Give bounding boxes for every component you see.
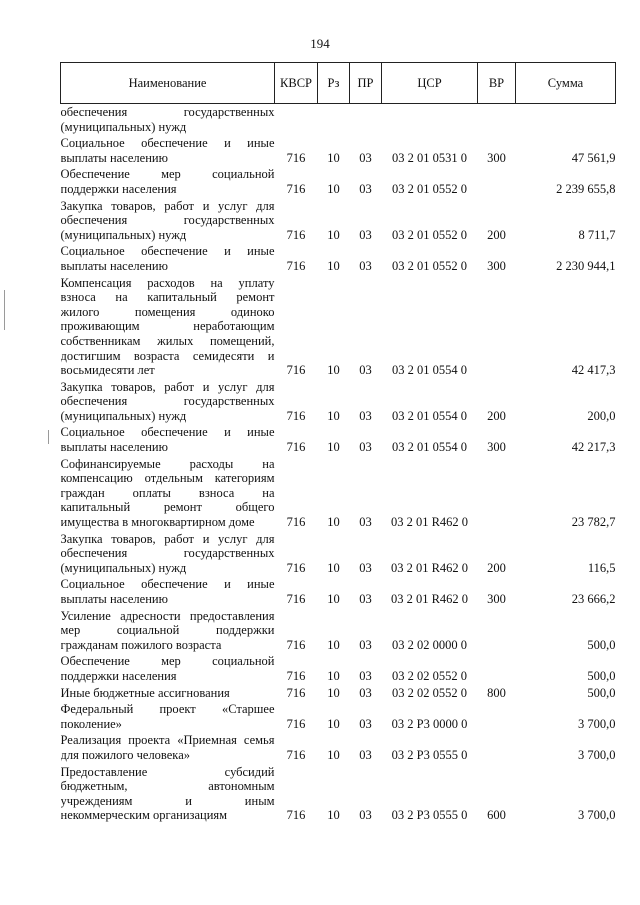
row-name [61, 653, 275, 684]
row-csr: 03 2 01 0552 0 [392, 258, 467, 273]
row-csr: 03 2 02 0000 0 [392, 637, 467, 652]
row-sum: 2 230 944,1 [556, 258, 616, 273]
row-csr: 03 2 P3 0555 0 [391, 747, 468, 762]
row-name-line: Социальное обеспечение и иные [60, 136, 275, 151]
row-name-line: Реализация проекта «Приемная семья [60, 733, 275, 748]
row-kvsr: 716 [286, 227, 306, 242]
row-kvsr: 716 [286, 560, 306, 575]
row-rz: 10 [327, 560, 340, 575]
row-kvsr: 716 [286, 592, 306, 606]
row-pr: 03 [359, 408, 372, 423]
table-row [61, 275, 616, 379]
row-csr: 03 2 02 0552 0 [392, 668, 467, 683]
row-name-line: гражданам пожилого возраста [60, 637, 222, 652]
row-name-line: (муниципальных) нужд [60, 227, 187, 242]
row-sum: 500,0 [587, 668, 616, 683]
row-vr [478, 732, 516, 763]
row-sum: 42 417,3 [571, 363, 616, 378]
table-row [61, 166, 616, 197]
row-name-line: проживающим неработающим [60, 319, 275, 334]
row-name-line: бюджетным, автономным [60, 779, 275, 794]
row-name [61, 732, 275, 763]
row-vr: 300 [487, 258, 506, 273]
row-name-line: Федеральный проект «Старшее [60, 702, 275, 717]
row-vr [478, 456, 516, 531]
table-row [61, 608, 616, 654]
table-row [61, 685, 616, 702]
row-sum: 8 711,7 [578, 227, 616, 242]
row-pr: 03 [359, 150, 372, 165]
row-csr: 03 2 P3 0000 0 [391, 716, 468, 731]
row-pr: 03 [359, 637, 372, 652]
row-sum: 23 666,2 [571, 592, 616, 606]
row-name-line: Социальное обеспечение и иные [60, 577, 275, 592]
table-row [61, 531, 616, 577]
row-csr: 03 2 01 R462 0 [390, 592, 469, 606]
row-rz: 10 [327, 668, 340, 683]
header-kvsr: КВСР [275, 63, 318, 104]
row-csr: 03 2 02 0552 0 [392, 685, 467, 700]
table-row [61, 732, 616, 763]
row-pr: 03 [359, 808, 372, 823]
row-name [61, 456, 275, 531]
row-sum: 200,0 [587, 408, 616, 423]
row-vr: 600 [487, 808, 506, 823]
row-name-line: компенсацию отдельным категориям [60, 471, 275, 486]
row-name-line: (муниципальных) нужд [60, 560, 187, 575]
table-row [61, 198, 616, 244]
row-vr [478, 166, 516, 197]
row-csr: 03 2 01 0552 0 [392, 227, 467, 242]
row-name-line: Закупка товаров, работ и услуг для [60, 379, 275, 394]
page-number: 194 [310, 36, 330, 51]
row-name-line: обеспечения государственных [60, 394, 275, 409]
row-name-line: выплаты населению [60, 592, 168, 606]
header-rz: Рз [318, 63, 350, 104]
row-sum: 500,0 [587, 685, 616, 700]
row-vr [478, 104, 516, 136]
row-name-line: Компенсация расходов на уплату [60, 275, 275, 290]
row-name-line: (муниципальных) нужд [60, 119, 187, 134]
row-name-line: достигшим возраста семидесяти и [60, 348, 275, 363]
row-kvsr: 716 [286, 408, 306, 423]
row-rz: 10 [327, 227, 340, 242]
row-rz [318, 104, 350, 136]
row-rz: 10 [327, 440, 340, 455]
row-name [61, 135, 275, 166]
row-kvsr [275, 104, 318, 136]
table-row [61, 764, 616, 824]
row-pr: 03 [359, 440, 372, 455]
header-sum: Сумма [516, 63, 616, 104]
row-kvsr: 716 [286, 637, 306, 652]
row-kvsr: 716 [286, 685, 306, 700]
row-rz: 10 [327, 363, 340, 378]
scan-mark-left [4, 290, 5, 330]
row-name [61, 104, 275, 136]
header-vr: ВР [478, 63, 516, 104]
row-sum: 3 700,0 [578, 808, 616, 823]
row-pr: 03 [359, 716, 372, 731]
row-vr [478, 701, 516, 732]
row-csr: 03 2 01 0531 0 [392, 150, 467, 165]
row-vr: 200 [487, 408, 506, 423]
header-csr: ЦСР [382, 63, 478, 104]
table-row [61, 379, 616, 425]
header-name: Наименование [61, 63, 275, 104]
row-pr: 03 [359, 560, 372, 575]
row-pr: 03 [359, 258, 372, 273]
row-pr: 03 [359, 747, 372, 762]
row-name-line: поддержки населения [60, 181, 177, 196]
row-sum: 500,0 [587, 637, 616, 652]
row-name-line: для пожилого человека» [60, 747, 190, 762]
row-name-line: Предоставление субсидий [60, 764, 275, 779]
row-sum: 23 782,7 [571, 515, 616, 530]
row-name-line: обеспечения государственных [60, 105, 275, 119]
row-name-line: Закупка товаров, работ и услуг для [60, 198, 275, 213]
row-kvsr: 716 [286, 808, 306, 823]
row-kvsr: 716 [286, 716, 306, 731]
row-sum: 3 700,0 [578, 747, 616, 762]
row-kvsr: 716 [286, 363, 306, 378]
table-header-row [61, 63, 616, 104]
table-row [61, 456, 616, 531]
row-name [61, 608, 275, 654]
row-name-line: (муниципальных) нужд [60, 408, 187, 423]
row-name-line: капитальный ремонт общего [60, 500, 275, 515]
row-kvsr: 716 [286, 150, 306, 165]
table-row [61, 576, 616, 607]
table-row [61, 653, 616, 684]
row-kvsr: 716 [286, 181, 306, 196]
row-name-line: выплаты населению [60, 258, 168, 273]
row-rz: 10 [327, 181, 340, 196]
row-vr: 300 [487, 592, 506, 606]
row-kvsr: 716 [286, 668, 306, 683]
row-name [61, 198, 275, 244]
row-pr: 03 [359, 592, 372, 606]
row-sum: 42 217,3 [571, 440, 616, 455]
row-name [61, 424, 275, 455]
header-pr: ПР [350, 63, 382, 104]
row-name-line: Усиление адресности предоставления [60, 608, 275, 623]
row-csr: 03 2 01 R462 0 [390, 515, 469, 530]
row-sum: 116,5 [587, 560, 616, 575]
row-name [61, 685, 275, 702]
row-csr [382, 104, 478, 136]
row-pr: 03 [359, 227, 372, 242]
row-vr [478, 275, 516, 379]
row-sum: 2 239 655,8 [556, 181, 616, 196]
table-row [61, 104, 616, 136]
row-name [61, 166, 275, 197]
row-csr: 03 2 P3 0555 0 [391, 808, 468, 823]
row-csr: 03 2 01 0554 0 [392, 363, 467, 378]
row-name-line: взноса на капитальный ремонт [60, 290, 275, 305]
row-name [61, 275, 275, 379]
row-name-line: Социальное обеспечение и иные [60, 425, 275, 440]
row-pr: 03 [359, 181, 372, 196]
table-row [61, 424, 616, 455]
row-vr: 200 [487, 560, 506, 575]
row-rz: 10 [327, 637, 340, 652]
row-name-line: восьмидесяти лет [60, 363, 155, 378]
row-rz: 10 [327, 685, 340, 700]
row-sum: 3 700,0 [578, 716, 616, 731]
row-name-line: учреждениям и иным [60, 793, 275, 808]
row-name-line: выплаты населению [60, 150, 168, 165]
row-name-line: собственникам жилых помещений, [60, 333, 275, 348]
row-rz: 10 [327, 408, 340, 423]
row-vr [478, 608, 516, 654]
row-rz: 10 [327, 808, 340, 823]
row-name-line: Иные бюджетные ассигнования [60, 685, 230, 700]
table-body [61, 104, 616, 824]
row-pr [350, 104, 382, 136]
row-vr: 300 [487, 150, 506, 165]
row-name [61, 576, 275, 607]
row-name-line: Закупка товаров, работ и услуг для [60, 531, 275, 546]
row-kvsr: 716 [286, 515, 306, 530]
row-name [61, 531, 275, 577]
row-name [61, 379, 275, 425]
row-csr: 03 2 01 0552 0 [392, 181, 467, 196]
table-row [61, 243, 616, 274]
row-rz: 10 [327, 258, 340, 273]
row-vr: 200 [487, 227, 506, 242]
row-sum [516, 104, 616, 136]
row-name-line: поколение» [60, 716, 122, 731]
row-csr: 03 2 01 R462 0 [390, 560, 469, 575]
row-name-line: граждан оплаты взноса на [60, 485, 275, 500]
row-pr: 03 [359, 363, 372, 378]
row-vr [478, 653, 516, 684]
row-name-line: Обеспечение мер социальной [60, 654, 275, 669]
scan-mark-left-lower [48, 430, 49, 444]
row-sum: 47 561,9 [571, 150, 616, 165]
row-rz: 10 [327, 592, 340, 606]
row-rz: 10 [327, 716, 340, 731]
table-row [61, 701, 616, 732]
row-name-line: некоммерческим организациям [60, 808, 228, 823]
table-row [61, 135, 616, 166]
row-name-line: обеспечения государственных [60, 213, 275, 228]
row-kvsr: 716 [286, 440, 306, 455]
row-pr: 03 [359, 668, 372, 683]
row-name [61, 764, 275, 824]
row-pr: 03 [359, 515, 372, 530]
row-rz: 10 [327, 515, 340, 530]
row-pr: 03 [359, 685, 372, 700]
row-csr: 03 2 01 0554 0 [392, 440, 467, 455]
row-name [61, 701, 275, 732]
row-name-line: мер социальной поддержки [60, 623, 275, 638]
row-rz: 10 [327, 150, 340, 165]
row-name-line: жилого помещения одиноко [60, 304, 275, 319]
budget-table [60, 62, 616, 824]
row-name-line: обеспечения государственных [60, 546, 275, 561]
row-name-line: Софинансируемые расходы на [60, 456, 275, 471]
row-name-line: Обеспечение мер социальной [60, 167, 275, 182]
row-vr: 300 [487, 440, 506, 455]
row-name-line: выплаты населению [60, 440, 168, 455]
row-kvsr: 716 [286, 747, 306, 762]
row-csr: 03 2 01 0554 0 [392, 408, 467, 423]
row-name-line: Социальное обеспечение и иные [60, 244, 275, 259]
row-vr: 800 [487, 685, 506, 700]
row-name-line: поддержки населения [60, 668, 177, 683]
row-kvsr: 716 [286, 258, 306, 273]
row-rz: 10 [327, 747, 340, 762]
row-name [61, 243, 275, 274]
row-name-line: имущества в многоквартирном доме [60, 515, 255, 530]
